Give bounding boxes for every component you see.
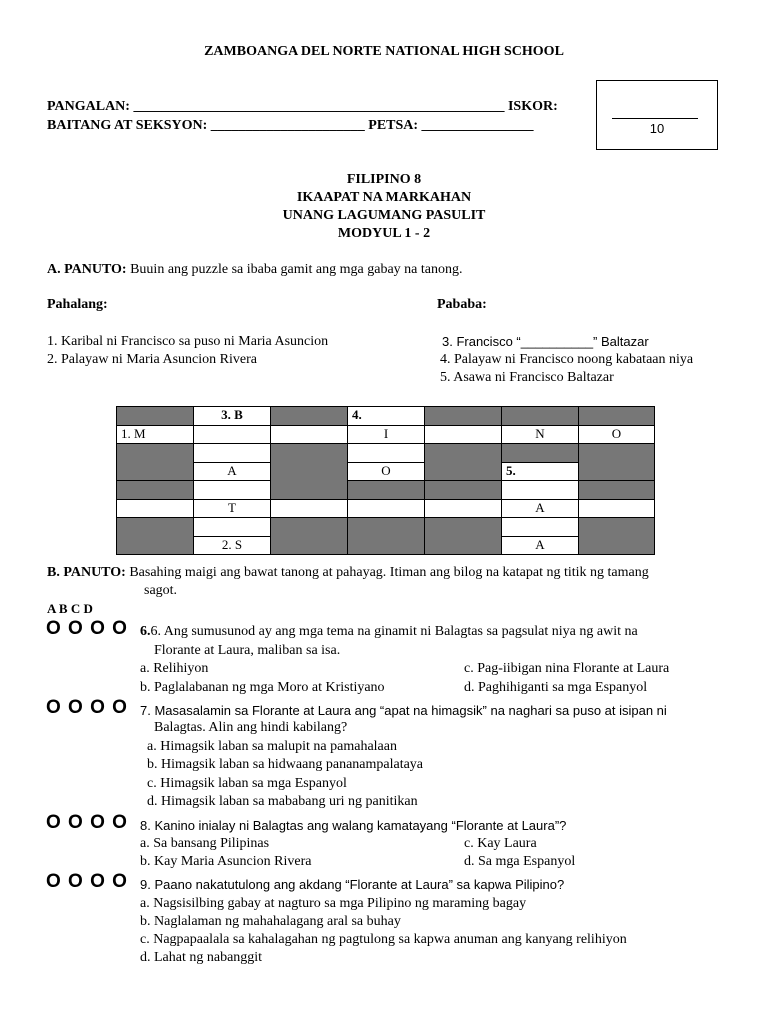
grid-cell (271, 518, 348, 555)
grid-cell (117, 444, 194, 481)
grid-cell (117, 481, 194, 500)
part-a-text: Buuin ang puzzle sa ibaba gamit ang mga gabay na tanong. (126, 262, 463, 277)
school-name: ZAMBOANGA DEL NORTE NATIONAL HIGH SCHOOL (204, 44, 564, 59)
grid-cell (117, 407, 194, 426)
grid-cell: O (348, 462, 425, 481)
grid-cell: A (502, 536, 579, 555)
grid-cell: A (194, 462, 271, 481)
grid-cell: A (502, 499, 579, 518)
grid-cell (348, 518, 425, 555)
grid-cell (271, 407, 348, 426)
down-clue-5: 5. Asawa ni Francisco Baltazar (440, 370, 614, 385)
q6-choice-d: d. Paghihiganti sa mga Espanyol (464, 680, 648, 695)
grid-cell (271, 444, 348, 500)
grid-cell (194, 444, 271, 463)
crossword-grid (116, 406, 655, 555)
q9-stem: 9. Paano nakatutulong ang akdang “Florante at Laura” sa kapwa Pilipino? (140, 877, 565, 892)
grid-cell: T (194, 499, 271, 518)
grid-cell (425, 499, 502, 518)
across-clue-1: 1. Karibal ni Francisco sa puso ni Maria Asuncion (47, 334, 329, 349)
grid-cell (502, 444, 579, 463)
q7-stem: 7. Masasalamin sa Florante at Laura ang “apat na himagsik” na naghari sa puso at isipan ni (140, 703, 667, 718)
grid-cell (425, 444, 502, 481)
grid-cell (194, 518, 271, 537)
q6-choice-b: b. Paglalabanan ng mga Moro at Kristiyano (140, 680, 385, 695)
q7-choice-c: c. Himagsik laban sa mga Espanyol (147, 776, 347, 791)
part-b-text-cont: sagot. (144, 583, 178, 598)
grid-cell (579, 481, 655, 500)
q8-answer-bubbles[interactable]: O O O O (46, 812, 128, 833)
down-title: Pababa: (437, 297, 487, 312)
q9-answer-bubbles[interactable]: O O O O (46, 871, 128, 892)
grid-cell: 2. S (194, 536, 271, 555)
grade-date-line: BAITANG AT SEKSYON: ______________________ PETSA: ________________ (47, 118, 534, 133)
q9-choice-b: b. Naglalaman ng mahahalagang aral sa buhay (140, 914, 401, 929)
grid-cell (425, 481, 502, 500)
grid-cell (271, 425, 348, 444)
grid-cell (425, 518, 502, 555)
down-clue-4: 4. Palayaw ni Francisco noong kabataan niya (440, 352, 694, 367)
q7-choice-b: b. Himagsik laban sa hidwaang pananampalataya (147, 757, 424, 772)
q7-choice-d: d. Himagsik laban sa mababang uri ng panitikan (147, 794, 418, 809)
q9-choice-c: c. Nagpapaalala sa kahalagahan ng pagtulong sa kapwa anuman ang kanyang relihiyon (140, 932, 627, 947)
subject-heading: FILIPINO 8 (346, 172, 422, 187)
grid-cell (194, 481, 271, 500)
grid-cell (348, 444, 425, 463)
quiz-heading: UNANG LAGUMANG PASULIT (282, 208, 486, 223)
grid-cell (117, 518, 194, 555)
name-score-line: PANGALAN: _____________________________________________________ ISKOR: (47, 99, 558, 114)
q6-stem-cont: Florante at Laura, maliban sa isa. (154, 643, 341, 658)
part-a-label: A. PANUTO: (47, 262, 127, 277)
grid-cell (502, 518, 579, 537)
grid-cell: N (502, 425, 579, 444)
grid-cell: 4. (348, 407, 425, 426)
q8-choice-d: d. Sa mga Espanyol (464, 854, 576, 869)
part-b-instruction (47, 565, 649, 581)
q6-choice-c: c. Pag-iibigan nina Florante at Laura (464, 661, 670, 676)
part-a-instruction (47, 262, 463, 278)
grid-cell (502, 407, 579, 426)
grid-cell: 1. M (117, 425, 194, 444)
grid-cell (194, 425, 271, 444)
q7-choice-a: a. Himagsik laban sa malupit na pamahalaan (147, 739, 397, 754)
q8-stem: 8. Kanino inialay ni Balagtas ang walang kamatayang “Florante at Laura”? (140, 818, 567, 833)
score-total: 10 (649, 121, 665, 136)
grid-cell (579, 444, 655, 481)
quarter-heading: IKAAPAT NA MARKAHAN (296, 190, 472, 205)
module-heading: MODYUL 1 - 2 (337, 226, 431, 241)
part-b-label: B. PANUTO: (47, 565, 126, 580)
grid-cell: 5. (502, 462, 579, 481)
q9-choice-d: d. Lahat ng nabanggit (140, 950, 263, 965)
grid-cell (579, 407, 655, 426)
grid-cell (425, 407, 502, 426)
grid-cell: I (348, 425, 425, 444)
grid-cell (271, 499, 348, 518)
grid-cell (579, 518, 655, 555)
down-clue-3: 3. Francisco “__________” Baltazar (442, 334, 649, 349)
grid-cell (425, 425, 502, 444)
answer-letters-header: A B C D (47, 601, 93, 616)
q8-choice-b: b. Kay Maria Asuncion Rivera (140, 854, 312, 869)
grid-cell (502, 481, 579, 500)
q9-choice-a: a. Nagsisilbing gabay at nagturo sa mga Pilipino ng maraming bagay (140, 896, 527, 911)
q7-stem-cont: Balagtas. Alin ang hindi kabilang? (154, 720, 348, 735)
score-box (596, 80, 718, 150)
q6-stem: 6.6. Ang sumusunod ay ang mga tema na ginamit ni Balagtas sa pagsulat niya ng awit na (140, 624, 638, 639)
grid-cell (579, 499, 655, 518)
across-title: Pahalang: (47, 297, 108, 312)
q8-choice-a: a. Sa bansang Pilipinas (140, 836, 270, 851)
grid-cell: O (579, 425, 655, 444)
across-clue-2: 2. Palayaw ni Maria Asuncion Rivera (47, 352, 257, 367)
q7-answer-bubbles[interactable]: O O O O (46, 697, 128, 718)
grid-cell: 3. B (194, 407, 271, 426)
q6-choice-a: a. Relihiyon (140, 661, 209, 676)
q8-choice-c: c. Kay Laura (464, 836, 537, 851)
q6-answer-bubbles[interactable]: O O O O (46, 618, 128, 639)
grid-cell (117, 499, 194, 518)
grid-cell (348, 481, 425, 500)
grid-cell (348, 499, 425, 518)
part-b-text: Basahing maigi ang bawat tanong at pahayag. Itiman ang bilog na katapat ng titik ng tamang (125, 565, 649, 580)
